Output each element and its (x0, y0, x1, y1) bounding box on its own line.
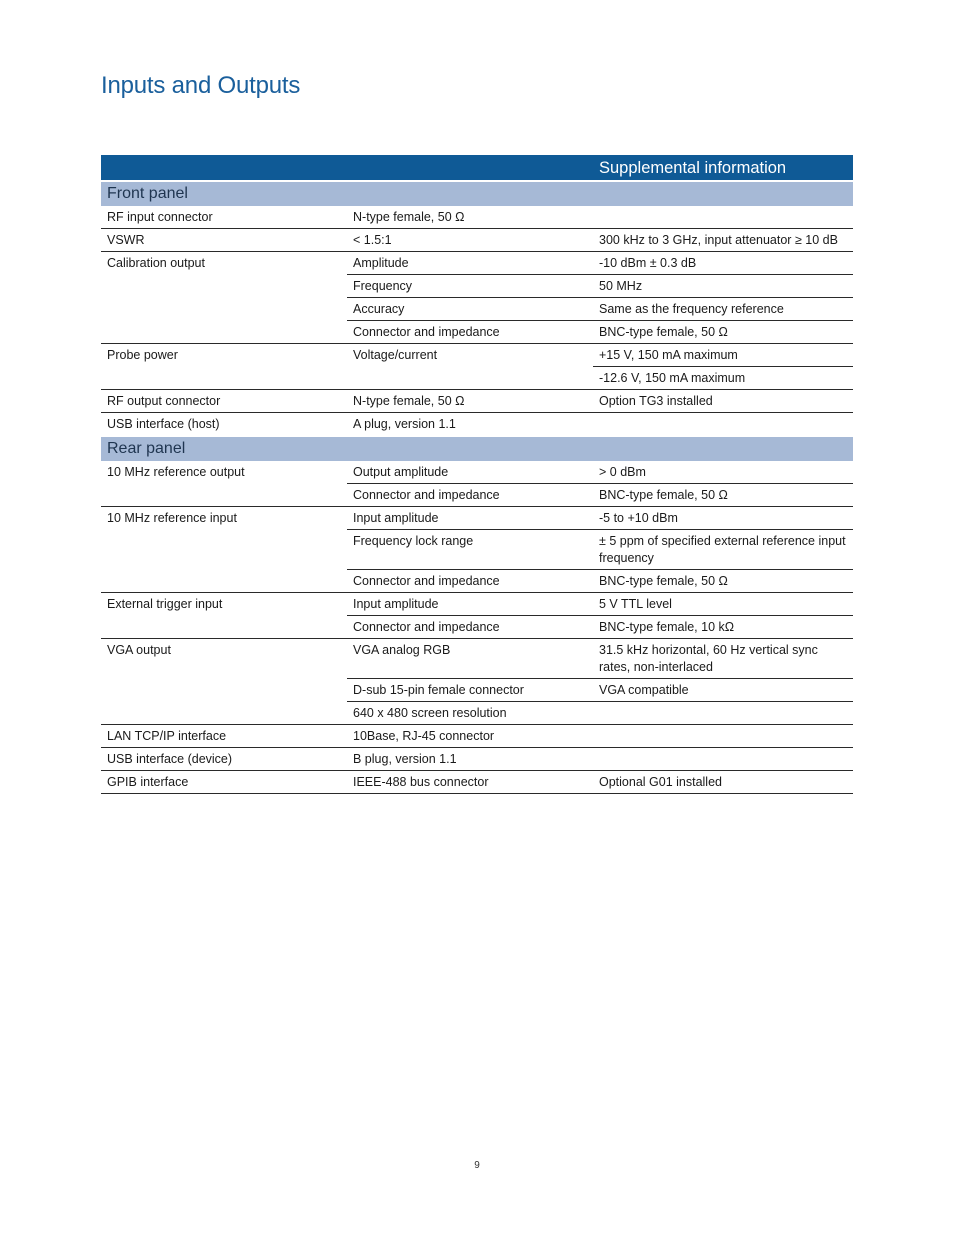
row-spec: 10Base, RJ-45 connector (347, 725, 593, 748)
header-supplemental: Supplemental information (593, 155, 853, 181)
row-name: External trigger input (101, 593, 347, 639)
row-info: > 0 dBm (593, 461, 853, 484)
row-name: 10 MHz reference input (101, 507, 347, 593)
header-col1 (101, 155, 347, 181)
row-info: 300 kHz to 3 GHz, input attenuator ≥ 10 dB (593, 229, 853, 252)
row-spec: Connector and impedance (347, 484, 593, 507)
table-row (101, 229, 853, 252)
table-header-row (101, 155, 853, 181)
row-name: VSWR (101, 229, 347, 252)
section-front-panel (101, 181, 853, 206)
row-name: Probe power (101, 344, 347, 390)
row-spec: B plug, version 1.1 (347, 748, 593, 771)
table-row (101, 507, 853, 530)
row-info: 50 MHz (593, 275, 853, 298)
row-spec: Output amplitude (347, 461, 593, 484)
inputs-outputs-table (101, 155, 853, 794)
header-col2 (347, 155, 593, 181)
row-info: BNC-type female, 50 Ω (593, 484, 853, 507)
row-info: 5 V TTL level (593, 593, 853, 616)
row-name: USB interface (device) (101, 748, 347, 771)
row-spec: N-type female, 50 Ω (347, 206, 593, 229)
row-spec: N-type female, 50 Ω (347, 390, 593, 413)
row-info: BNC-type female, 50 Ω (593, 321, 853, 344)
page-number: 9 (474, 1160, 480, 1171)
row-spec: < 1.5:1 (347, 229, 593, 252)
table-row (101, 771, 853, 794)
row-spec: Connector and impedance (347, 570, 593, 593)
row-spec: Input amplitude (347, 593, 593, 616)
row-spec: Accuracy (347, 298, 593, 321)
row-info: VGA compatible (593, 679, 853, 702)
row-info (593, 748, 853, 771)
row-name: RF output connector (101, 390, 347, 413)
row-spec: Frequency lock range (347, 530, 593, 570)
row-info: BNC-type female, 50 Ω (593, 570, 853, 593)
table-row (101, 252, 853, 275)
row-name: USB interface (host) (107, 417, 220, 431)
row-info (593, 725, 853, 748)
row-spec: Amplitude (347, 252, 593, 275)
row-name: GPIB interface (101, 771, 347, 794)
row-info: Option TG3 installed (593, 390, 853, 413)
row-info: 31.5 kHz horizontal, 60 Hz vertical sync rates, non-interlaced (593, 639, 853, 679)
row-spec: D-sub 15-pin female connector (347, 679, 593, 702)
row-spec: Frequency (347, 275, 593, 298)
row-info (593, 702, 853, 725)
row-spec: A plug, version 1.1 (353, 417, 456, 431)
row-spec: VGA analog RGB (347, 639, 593, 679)
row-name: LAN TCP/IP interface (101, 725, 347, 748)
table-row (101, 748, 853, 771)
row-info (593, 206, 853, 229)
row-info: -10 dBm ± 0.3 dB (593, 252, 853, 275)
row-spec: IEEE-488 bus connector (347, 771, 593, 794)
table-row (101, 413, 853, 437)
row-spec: Connector and impedance (347, 616, 593, 639)
row-info: -12.6 V, 150 mA maximum (593, 367, 853, 390)
row-spec: Input amplitude (347, 507, 593, 530)
section-rear-panel (101, 436, 853, 461)
row-info: Optional G01 installed (593, 771, 853, 794)
row-info: +15 V, 150 mA maximum (593, 344, 853, 367)
row-name: VGA output (101, 639, 347, 725)
table-row (101, 725, 853, 748)
row-spec: Connector and impedance (347, 321, 593, 344)
row-spec: Voltage/current (347, 344, 593, 390)
page-title: Inputs and Outputs (101, 72, 301, 99)
row-info: BNC-type female, 10 kΩ (593, 616, 853, 639)
row-info: Same as the frequency reference (593, 298, 853, 321)
row-name: Calibration output (101, 252, 347, 344)
row-info: ± 5 ppm of specified external reference input frequency (593, 530, 853, 570)
row-spec: 640 x 480 screen resolution (347, 702, 593, 725)
table-row (101, 593, 853, 616)
table-row (101, 344, 853, 367)
table-row (101, 390, 853, 413)
table-row (101, 206, 853, 229)
row-name: RF input connector (101, 206, 347, 229)
section-title: Front panel (101, 181, 853, 206)
row-info (593, 413, 853, 437)
row-name: 10 MHz reference output (101, 461, 347, 507)
table-row (101, 461, 853, 484)
row-info: -5 to +10 dBm (593, 507, 853, 530)
table-row (101, 639, 853, 679)
section-title: Rear panel (101, 436, 853, 461)
